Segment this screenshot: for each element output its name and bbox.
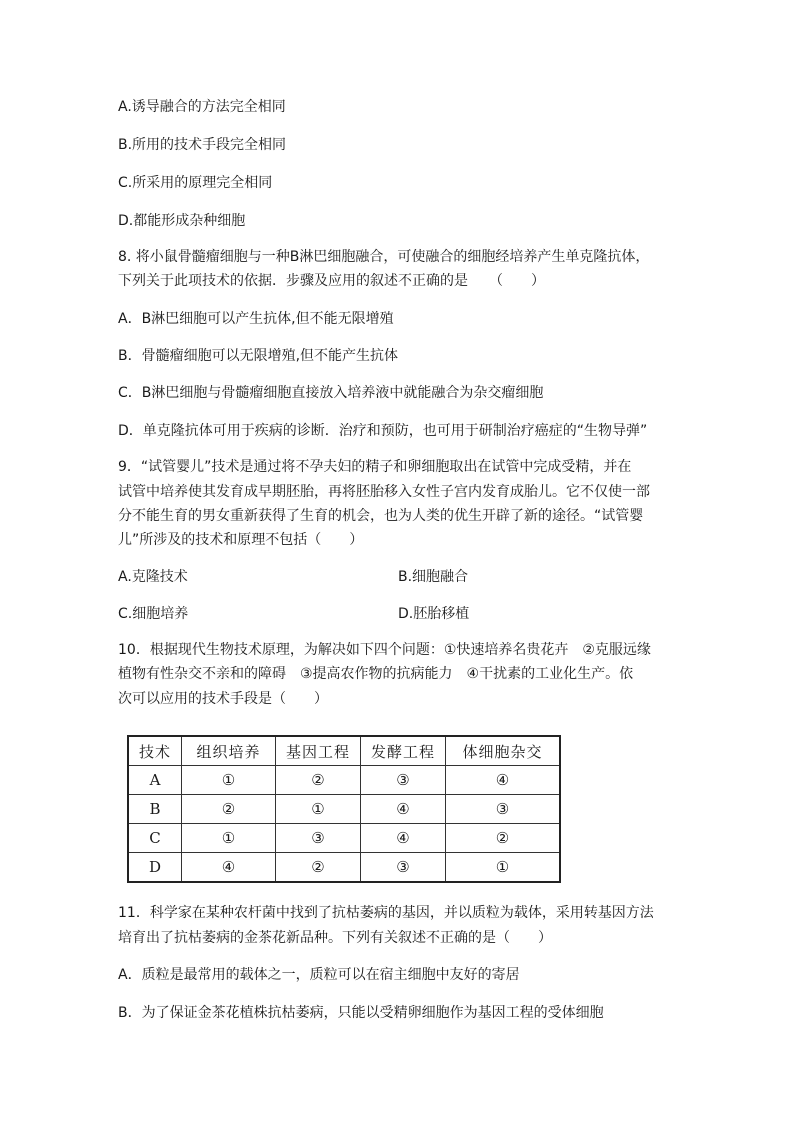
q10-stem-line3: 次可以应用的技术手段是（ ） [118,691,328,707]
table-cell: D [128,853,182,883]
table-cell: ④ [361,824,446,853]
table-cell: ③ [361,853,446,883]
q8-option-d: D．单克隆抗体可用于疾病的诊断．治疗和预防，也可用于研制治疗癌症的“生物导弹” [118,423,648,439]
table-cell: ④ [446,766,561,795]
table-header-row [128,736,560,766]
q9-stem-line4: 儿”所涉及的技术和原理不包括（ ） [118,532,364,548]
q11-option-a: A．质粒是最常用的载体之一，质粒可以在宿主细胞中友好的寄居 [118,967,520,983]
q10-options-table [127,735,561,883]
q10-stem-line1: 10．根据现代生物技术原理，为解决如下四个问题：①快速培养名贵花卉 ②克服远缘 [118,642,651,658]
table-row [128,795,560,824]
q7-option-b: B.所用的技术手段完全相同 [118,137,287,153]
q9-option-b: B.细胞融合 [398,569,469,585]
table-cell: ② [276,766,361,795]
table-cell: ① [182,766,276,795]
header-cell: 基因工程 [276,736,361,766]
q7-option-d: D.都能形成杂种细胞 [118,213,246,229]
table-cell: C [128,824,182,853]
table-cell: ① [276,795,361,824]
header-cell: 体细胞杂交 [446,736,561,766]
table-cell: ④ [182,853,276,883]
q9-stem-line1: 9．“试管婴儿”技术是通过将不孕夫妇的精子和卵细胞取出在试管中完成受精，并在 [118,459,632,475]
table-cell: ③ [446,795,561,824]
table-cell: ② [182,795,276,824]
q7-option-a: A.诱导融合的方法完全相同 [118,99,286,115]
q9-stem-line2: 试管中培养使其发育成早期胚胎，再将胚胎移入女性子宫内发育成胎儿。它不仅使一部 [118,484,650,500]
table-cell: ① [446,853,561,883]
q11-option-b: B．为了保证金茶花植株抗枯萎病，只能以受精卵细胞作为基因工程的受体细胞 [118,1005,604,1021]
table-cell: ② [446,824,561,853]
q9-option-c: C.细胞培养 [118,606,189,622]
q8-option-b: B．骨髓瘤细胞可以无限增殖,但不能产生抗体 [118,348,399,364]
q9-option-d: D.胚胎移植 [398,606,470,622]
q8-option-c: C．B淋巴细胞与骨髓瘤细胞直接放入培养液中就能融合为杂交瘤细胞 [118,385,544,401]
q10-stem-line2: 植物有性杂交不亲和的障碍 ③提高农作物的抗病能力 ④干扰素的工业化生产。依 [118,666,634,682]
table-cell: ③ [361,766,446,795]
table-cell: ③ [276,824,361,853]
table-cell: ① [182,824,276,853]
table-row [128,766,560,795]
table-cell: B [128,795,182,824]
header-cell: 技术 [128,736,182,766]
table-cell: A [128,766,182,795]
header-cell: 发酵工程 [361,736,446,766]
header-cell: 组织培养 [182,736,276,766]
q11-stem-line1: 11．科学家在某种农杆菌中找到了抗枯萎病的基因，并以质粒为载体，采用转基因方法 [118,905,654,921]
q11-stem-line2: 培育出了抗枯萎病的金茶花新品种。下列有关叙述不正确的是（ ） [118,930,552,946]
q8-option-a: A．B淋巴细胞可以产生抗体,但不能无限增殖 [118,311,394,327]
q9-stem-line3: 分不能生育的男女重新获得了生育的机会，也为人类的优生开辟了新的途径。“试管婴 [118,508,644,524]
q9-option-a: A.克隆技术 [118,569,188,585]
table-row [128,824,560,853]
q7-option-c: C.所采用的原理完全相同 [118,175,273,191]
q8-stem-line2: 下列关于此项技术的依据．步骤及应用的叙述不正确的是 （ ） [118,273,545,289]
table-row [128,853,560,883]
q8-stem-line1: 8. 将小鼠骨髓瘤细胞与一种B淋巴细胞融合，可使融合的细胞经培养产生单克隆抗体， [118,249,650,265]
table-cell: ④ [361,795,446,824]
table-cell: ② [276,853,361,883]
